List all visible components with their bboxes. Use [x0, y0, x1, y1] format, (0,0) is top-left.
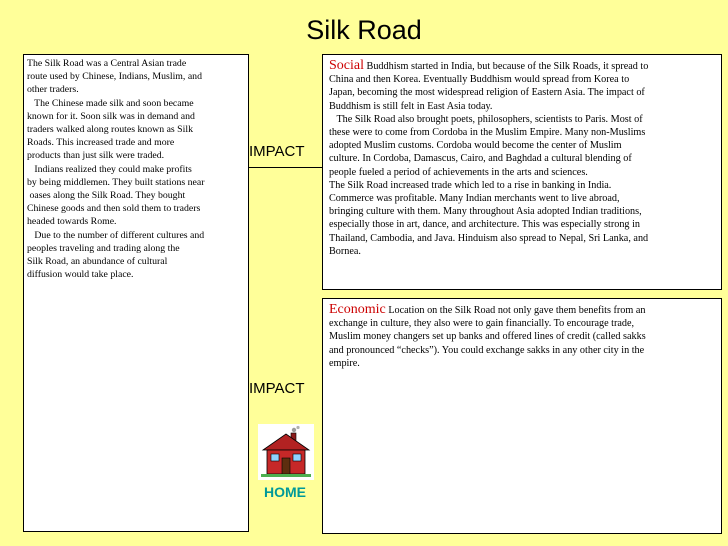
social-impact-box: [322, 54, 722, 290]
intro-line: Chinese goods and then sold them to traders: [27, 203, 201, 215]
economic-line: empire.: [329, 357, 360, 369]
economic-first-line: [329, 303, 717, 317]
intro-line: other traders.: [27, 84, 79, 96]
social-line: Bornea.: [329, 245, 361, 257]
impact-label: IMPACT: [249, 380, 305, 397]
social-line: Commerce was profitable. Many Indian merchants went to live abroad,: [329, 193, 620, 205]
intro-line: by being middlemen. They built stations near: [27, 176, 205, 188]
intro-line: headed towards Rome.: [27, 216, 117, 228]
economic-impact-box: [322, 298, 722, 534]
intro-line: products than just silk were traded.: [27, 150, 165, 162]
economic-line: and pronounced “checks”). You could exchange sakks in any other city in the: [329, 344, 645, 356]
economic-line: exchange in culture, they also were to gain financially. To encourage trade,: [329, 318, 635, 330]
social-line: people fueled a period of achievements in the arts and sciences.: [329, 166, 588, 178]
intro-line: traders walked along routes known as Silk: [27, 124, 193, 136]
economic-line: Location on the Silk Road not only gave them benefits from an: [385, 305, 646, 316]
intro-line: oases along the Silk Road. They bought: [27, 190, 186, 202]
social-line: The Silk Road increased trade which led to a rise in banking in India.: [329, 179, 612, 191]
house-icon[interactable]: [258, 424, 314, 480]
social-heading: Social: [329, 58, 364, 73]
intro-line: Due to the number of different cultures and: [27, 229, 205, 241]
social-line: China and then Korea. Eventually Buddhism would spread from Korea to: [329, 74, 630, 86]
social-line: Buddhism started in India, but because of the Silk Roads, it spread to: [364, 61, 649, 72]
intro-line: The Silk Road was a Central Asian trade: [27, 58, 187, 69]
intro-line: Indians realized they could make profits: [27, 163, 192, 175]
intro-line: Silk Road, an abundance of cultural: [27, 256, 168, 268]
page-title: Silk Road: [306, 15, 422, 45]
intro-line: known for it. Soon silk was in demand and: [27, 110, 195, 122]
intro-line: diffusion would take place.: [27, 269, 134, 281]
economic-line: Muslim money changers set up banks and offered lines of credit (called sakks: [329, 331, 646, 343]
social-line: Buddhism is still felt in East Asia today.: [329, 100, 493, 112]
social-line: Japan, becoming the most widespread religion of Eastern Asia. The impact of: [329, 87, 645, 99]
social-line: culture. In Cordoba, Damascus, Cairo, and Baghdad a cultural blending of: [329, 153, 632, 165]
social-line: adopted Muslim customs. Cordoba would become the center of Muslim: [329, 140, 622, 152]
social-line: bringing culture with them. Many throughout Asia adopted Indian traditions,: [329, 206, 642, 218]
social-line: Thailand, Cambodia, and Java. Hinduism also spread to Nepal, Sri Lanka, and: [329, 232, 649, 244]
impact-label: IMPACT: [249, 143, 305, 160]
social-line: especially those in art, dance, and architecture. This was especially strong in: [329, 219, 640, 231]
social-first-line: [329, 59, 717, 73]
connector-line: [249, 167, 322, 168]
home-link[interactable]: HOME: [264, 484, 306, 500]
social-line: The Silk Road also brought poets, philosophers, scientists to Paris. Most of: [329, 113, 643, 125]
intro-text-box: [23, 54, 249, 532]
social-line: these were to come from Cordoba in the Muslim Empire. Many non-Muslims: [329, 127, 646, 139]
intro-line: route used by Chinese, Indians, Muslim, and: [27, 71, 202, 83]
intro-line: Roads. This increased trade and more: [27, 137, 175, 149]
intro-line: The Chinese made silk and soon became: [27, 97, 194, 109]
intro-line: peoples traveling and trading along the: [27, 242, 180, 254]
economic-heading: Economic: [329, 302, 386, 317]
